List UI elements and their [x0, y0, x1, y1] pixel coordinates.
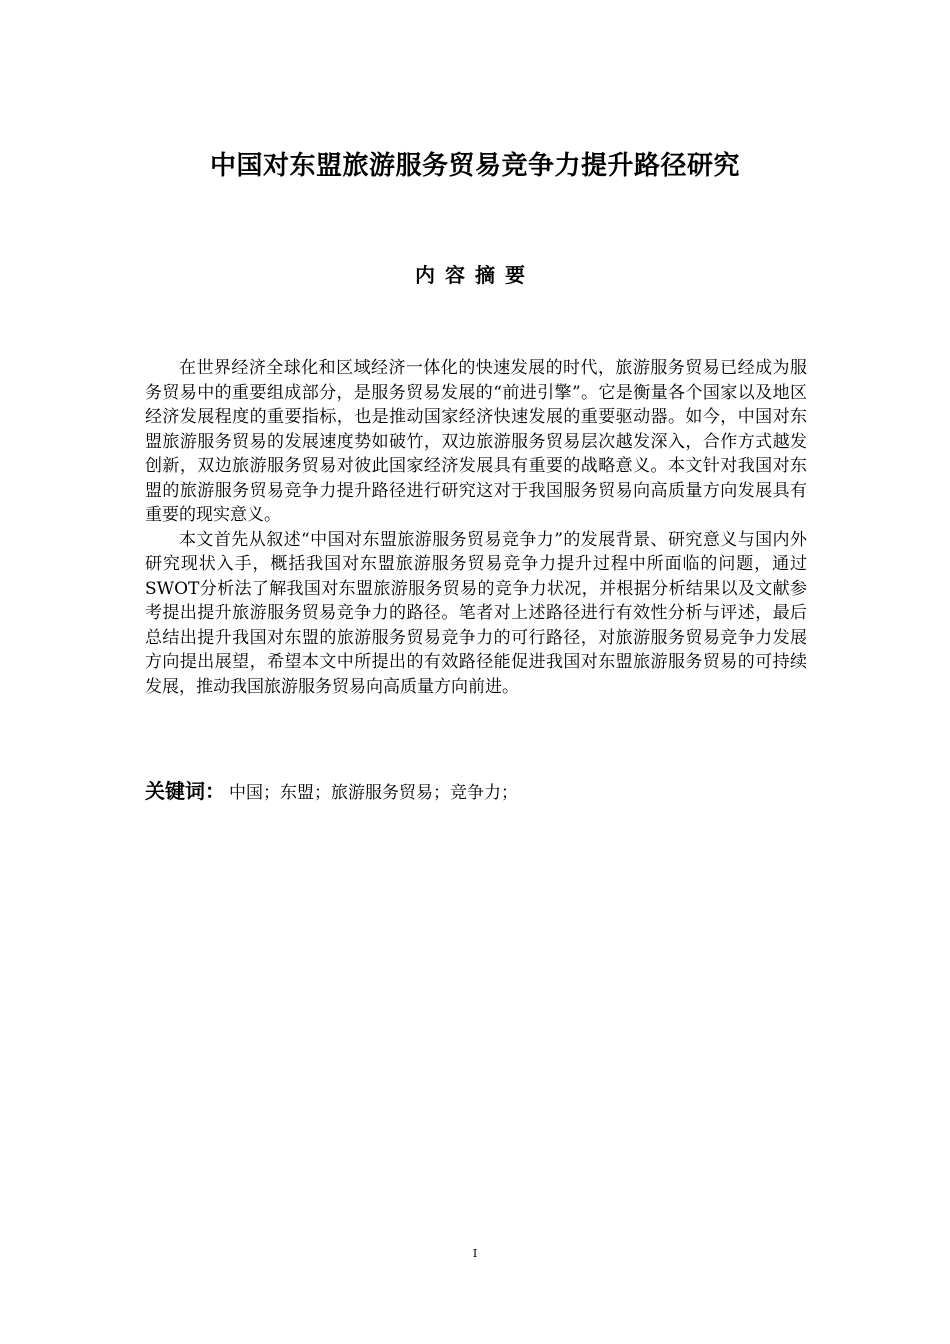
keywords-label: 关键词：	[145, 779, 225, 803]
abstract-body	[145, 356, 807, 699]
abstract-heading: 内容摘要	[415, 263, 535, 287]
keywords-line	[145, 775, 807, 804]
document-title: 中国对东盟旅游服务贸易竞争力提升路径研究	[209, 151, 740, 181]
abstract-paragraph: 本文首先从叙述“中国对东盟旅游服务贸易竞争力”的发展背景、研究意义与国内外研究现状入手，概括我国对东盟旅游服务贸易竞争力提升过程中所面临的问题，通过SWOT分析法了解我国对东盟旅游服务贸易的竞争力状况，并根据分析结果以及文献参考提出提升旅游服务贸易竞争力的路径。笔者对上述路径进行有效性分析与评述，最后总结出提升我国对东盟的旅游服务贸易竞争力的可行路径，对旅游服务贸易竞争力发展方向提出展望，希望本文中所提出的有效路径能促进我国对东盟旅游服务贸易的可持续发展，推动我国旅游服务贸易向高质量方向前进。	[145, 529, 807, 697]
page-number: I	[472, 1247, 478, 1260]
keywords-value: 中国；东盟；旅游服务贸易；竞争力；	[229, 783, 518, 803]
abstract-paragraph: 在世界经济全球化和区域经济一体化的快速发展的时代，旅游服务贸易已经成为服务贸易中的重要组成部分，是服务贸易发展的“前进引擎”。它是衡量各个国家以及地区经济发展程度的重要指标，也是推动国家经济快速发展的重要驱动器。如今，中国对东盟旅游服务贸易的发展速度势如破竹，双边旅游服务贸易层次越发深入，合作方式越发创新，双边旅游服务贸易对彼此国家经济发展具有重要的战略意义。本文针对我国对东盟的旅游服务贸易竞争力提升路径进行研究这对于我国服务贸易向高质量方向发展具有重要的现实意义。	[145, 358, 807, 525]
